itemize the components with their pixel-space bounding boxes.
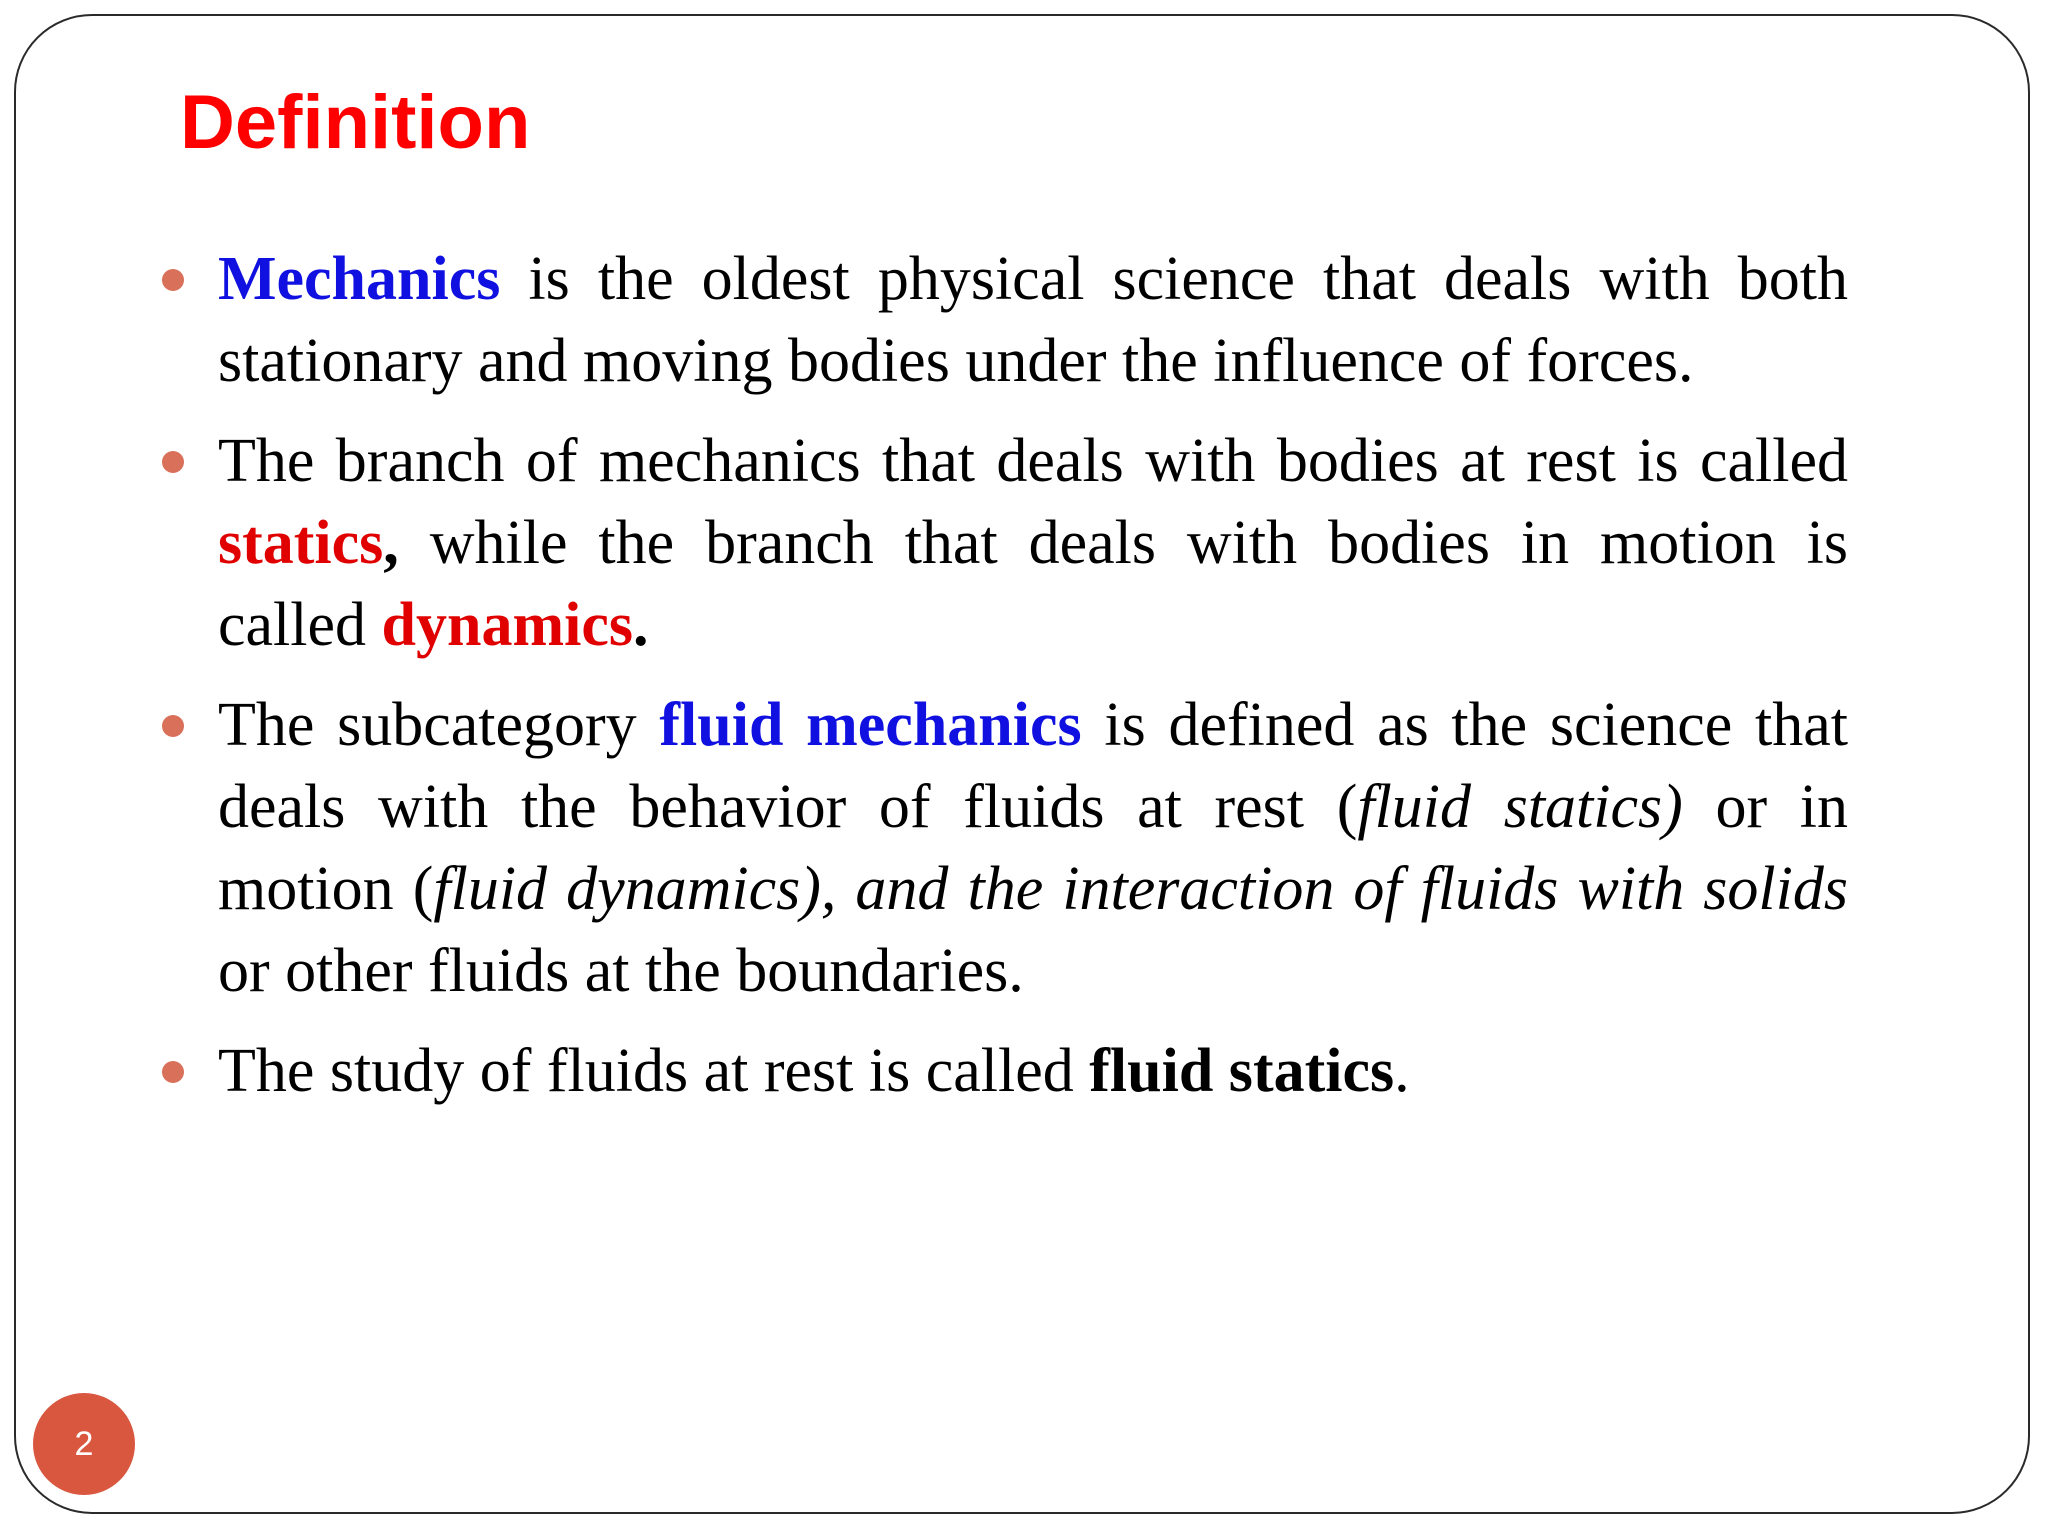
bullet-punctuation: , [383, 509, 399, 577]
bullet-text: . [1394, 1037, 1410, 1105]
bullet-punctuation: . [633, 591, 649, 659]
bullet-text: is defined as the science that deals with the behavior of fluids at rest ( [218, 691, 1848, 841]
bullet-text: or in motion ( [218, 773, 1848, 923]
term-mechanics: Mechanics [218, 245, 501, 313]
bullet-text: is the oldest physical science that deals with both stationary and moving bodies under the influence of forces. [218, 245, 1848, 395]
term-fluid-mechanics: fluid mechanics [659, 691, 1082, 759]
bullet-item [218, 1030, 1848, 1112]
italic-text: fluid dynamics), and the interaction of fluids with solids [433, 855, 1849, 923]
italic-text: fluid statics) [1357, 773, 1683, 841]
term-statics: statics [218, 509, 384, 577]
bullet-dot-icon [162, 269, 184, 291]
bullet-dot-icon [162, 451, 184, 473]
term-fluid-statics: fluid statics [1089, 1037, 1395, 1105]
bullet-dot-icon [162, 1061, 184, 1083]
bullet-item [218, 238, 1848, 402]
bullet-text: while the branch that deals with bodies in motion is called [218, 509, 1848, 659]
bullet-text: or other fluids at the boundaries. [218, 937, 1024, 1005]
bullet-text: The subcategory [218, 691, 660, 759]
bullet-item [218, 684, 1848, 1012]
bullet-text: The branch of mechanics that deals with bodies at rest is called [218, 427, 1848, 495]
page-number-badge: 2 [33, 1393, 135, 1495]
term-dynamics: dynamics [381, 591, 633, 659]
bullet-dot-icon [162, 715, 184, 737]
bullet-item [218, 420, 1848, 666]
bullet-list [218, 238, 1848, 1130]
bullet-text: The study of fluids at rest is called [218, 1037, 1090, 1105]
slide-title: Definition [180, 80, 531, 165]
